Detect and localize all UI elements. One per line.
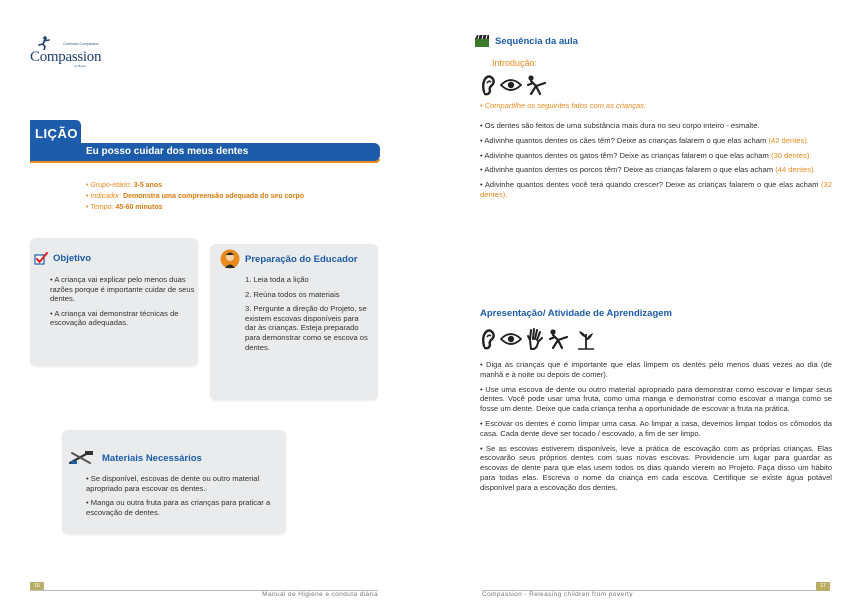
footer-text-left: Manual de Higiene e conduta diária xyxy=(262,591,378,598)
lesson-meta xyxy=(86,180,304,213)
objective-item: • A criança vai demonstrar técnicas de escovação adequadas. xyxy=(50,308,179,328)
page-number-left: 16 xyxy=(30,582,44,591)
materials-heading: Materiais Necessários xyxy=(68,450,202,466)
eye-icon xyxy=(500,78,522,92)
running-child-icon xyxy=(36,36,52,50)
preparation-item: 3. Pergunte a direção do Projeto, se existem escovas disponíveis para dar às crianças. Esteja preparado para demonstrar como se escova os dentes. xyxy=(245,304,368,352)
hand-icon xyxy=(526,328,544,350)
movement-icon xyxy=(548,328,572,350)
fact-item: • Os dentes são feitos de uma substância mais dura no seu corpo inteiro - esmalte. xyxy=(480,121,760,130)
presentation-text xyxy=(480,360,832,498)
presentation-paragraph: • Use uma escova de dente ou outro material apropriado para demonstrar como escovar e limpar seus dentes. Você pode usar uma fruta, como uma manga e demonstrar como escovar a manga como se fosse um dente. Deixe que cada criança tenha a oportunidade de escovar a fruta na prática. xyxy=(480,384,832,414)
footer-text-right: Compassion - Releasing children from poverty xyxy=(482,591,633,598)
sequence-heading: Sequência da aula xyxy=(474,34,578,48)
presentation-icon-row xyxy=(480,328,596,350)
fact-item: • Adivinhe quantos dentes você terá quando crescer? Deixe as crianças falarem o que elas acham (32 dentes). xyxy=(480,180,832,199)
logo-subtitle: Comissão Compassion xyxy=(63,42,99,46)
checkbox-icon xyxy=(34,252,48,265)
intro-note: • Compartilhe os seguintes fatos com as crianças: xyxy=(480,101,647,110)
plant-icon xyxy=(576,328,596,350)
preparation-text xyxy=(245,275,369,357)
preparation-item: 2. Reúna todos os materiais xyxy=(245,289,340,299)
page-number-right: 17 xyxy=(816,582,830,591)
intro-icon-row xyxy=(480,74,550,96)
preparation-item: 1. Leia toda a lição xyxy=(245,275,309,284)
objective-heading: Objetivo xyxy=(34,252,91,265)
compassion-logo xyxy=(30,36,110,70)
logo-wordmark: Compassion xyxy=(30,49,102,65)
meta-time: • Tempo: 45-60 minutos xyxy=(86,204,163,211)
presentation-paragraph: • Diga às crianças que é importante que elas limpem os dentes pelo menos duas vezes ao dia (de manhã e à noite ou depois de comer). xyxy=(480,360,832,379)
presentation-paragraph: • Escovar os dentes é como limpar uma casa. Ao limpar a casa, devemos limpar todos os cômodos da casa. Cada dente deve ser tocado / escovado, a fim de ser limpo. xyxy=(480,418,832,438)
fact-item: • Adivinhe quantos dentes os cães têm? Deixe as crianças falarem o que elas acham (42 dentes). xyxy=(480,135,809,145)
materials-item: • Se disponível, escovas de dente ou outro material apropriado para escovar os dentes. xyxy=(86,474,260,493)
lesson-title: Eu posso cuidar dos meus dentes xyxy=(86,146,249,157)
educator-icon xyxy=(220,249,240,269)
intro-label: Introdução: xyxy=(492,58,538,68)
meta-indicator: • Indicador: Demonstra uma compreensão adequada do seu corpo xyxy=(86,193,304,200)
objective-item: • A criança vai explicar pelo menos duas razões porque é importante cuidar de seus dentes. xyxy=(50,275,195,304)
lesson-label: LIÇÃO xyxy=(35,126,78,141)
right-page xyxy=(430,0,860,608)
tools-icon xyxy=(68,450,94,466)
presentation-paragraph: • Se as escovas estiverem disponíveis, leve a prática de escovação com as próprias crianças. Elas escovarão seus próprios dentes com suas novas escovas. Providencie um lugar para guardar as escovas de dente para que elas usem todos os dias quando vierem ao Projeto. Faça disso um hábito para todas elas. Escreva o nome da criança em cada escova. Certifique se existe água potável disponível para a escovação dos dentes. xyxy=(480,443,832,492)
eye-icon xyxy=(500,332,522,346)
movement-icon xyxy=(526,74,550,96)
ear-icon xyxy=(480,328,496,350)
materials-item: • Manga ou outra fruta para as crianças para praticar a escovação de dentes. xyxy=(86,498,271,517)
objective-text xyxy=(50,275,195,333)
preparation-heading: Preparação do Educador xyxy=(220,249,357,269)
intro-facts xyxy=(480,121,832,205)
materials-text xyxy=(86,474,278,522)
logo-tagline: no Brasil xyxy=(74,64,86,68)
presentation-heading: Apresentação/ Atividade de Aprendizagem xyxy=(480,308,672,319)
fact-item: • Adivinhe quantos dentes os gatos têm? Deixe as crianças falarem o que elas acham (30 dentes). xyxy=(480,150,812,160)
film-slate-icon xyxy=(474,34,490,48)
meta-age-group: • Grupo-etário: 3-5 anos xyxy=(86,182,163,189)
ear-icon xyxy=(480,74,496,96)
fact-item: • Adivinhe quantos dentes os porcos têm? Deixe as crianças falarem o que elas acham (44 dentes). xyxy=(480,165,816,175)
